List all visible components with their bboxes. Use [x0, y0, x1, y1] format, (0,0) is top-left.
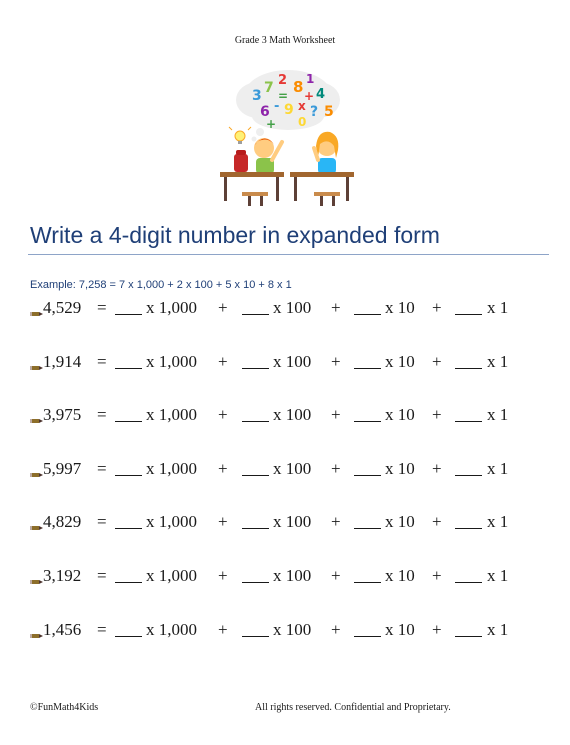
plus-sign: + — [331, 620, 341, 639]
tens-answer-blank[interactable] — [354, 298, 381, 315]
ones-term: x 1 — [487, 405, 509, 424]
problem-row — [30, 298, 550, 320]
cloud-glyph: x — [298, 99, 306, 113]
cloud-glyph: 7 — [264, 80, 274, 96]
cloud-glyph: 3 — [252, 88, 262, 104]
equals-sign: = — [97, 459, 107, 478]
problem-row — [30, 566, 550, 588]
cloud-glyph: + — [304, 89, 315, 103]
thousands-term: x 1,000 — [146, 352, 197, 371]
tens-term: x 10 — [385, 512, 415, 531]
problem-number: 3,975 — [43, 405, 82, 424]
thousands-term: x 1,000 — [146, 566, 197, 585]
equals-sign: = — [97, 512, 107, 531]
cloud-glyph: 0 — [298, 115, 307, 129]
plus-sign: + — [331, 352, 341, 371]
cloud-glyph: 8 — [293, 78, 304, 96]
cloud-glyph: 4 — [316, 87, 326, 102]
cloud-glyph: = — [278, 89, 289, 103]
cloud-glyph: 9 — [284, 102, 294, 118]
hundreds-term: x 100 — [273, 512, 312, 531]
tens-answer-blank[interactable] — [354, 566, 381, 583]
equals-sign: = — [97, 298, 107, 317]
problem-number: 1,456 — [43, 620, 82, 639]
problem-number: 3,192 — [43, 566, 82, 585]
problem-row — [30, 459, 550, 481]
pencil-icon — [30, 410, 43, 418]
hundreds-term: x 100 — [273, 352, 312, 371]
pencil-icon — [30, 571, 43, 579]
cloud-glyph: 6 — [260, 104, 270, 120]
tens-answer-blank[interactable] — [354, 352, 381, 369]
thousands-answer-blank[interactable] — [115, 298, 142, 315]
plus-sign: + — [432, 459, 442, 478]
pencil-icon — [30, 357, 43, 365]
ones-answer-blank[interactable] — [455, 459, 482, 476]
plus-sign: + — [331, 298, 341, 317]
example-line: Example: 7,258 = 7 x 1,000 + 2 x 100 + 5 x 10 + 8 x 1 — [30, 279, 292, 291]
worksheet-title: Write a 4-digit number in expanded form — [30, 222, 440, 248]
cloud-glyph: 5 — [324, 104, 334, 120]
ones-answer-blank[interactable] — [455, 620, 482, 637]
header-title: Grade 3 Math Worksheet — [234, 35, 336, 46]
hundreds-term: x 100 — [273, 405, 312, 424]
thousands-term: x 1,000 — [146, 459, 197, 478]
ones-answer-blank[interactable] — [455, 352, 482, 369]
plus-sign: + — [218, 512, 228, 531]
hundreds-answer-blank[interactable] — [242, 352, 269, 369]
plus-sign: + — [218, 298, 228, 317]
problem-row — [30, 512, 550, 534]
plus-sign: + — [331, 459, 341, 478]
tens-term: x 10 — [385, 405, 415, 424]
plus-sign: + — [432, 620, 442, 639]
plus-sign: + — [218, 566, 228, 585]
cloud-glyph: 2 — [278, 73, 288, 88]
tens-term: x 10 — [385, 298, 415, 317]
plus-sign: + — [432, 298, 442, 317]
thousands-answer-blank[interactable] — [115, 566, 142, 583]
plus-sign: + — [218, 620, 228, 639]
thousands-answer-blank[interactable] — [115, 459, 142, 476]
tens-answer-blank[interactable] — [354, 512, 381, 529]
thousands-term: x 1,000 — [146, 512, 197, 531]
ones-answer-blank[interactable] — [455, 566, 482, 583]
problem-row — [30, 620, 550, 642]
boy-at-desk — [220, 138, 284, 206]
ones-term: x 1 — [487, 459, 509, 478]
plus-sign: + — [432, 566, 442, 585]
girl-at-desk — [290, 132, 354, 206]
problem-number: 5,997 — [43, 459, 82, 478]
title-divider — [28, 254, 549, 255]
hundreds-answer-blank[interactable] — [242, 620, 269, 637]
kids-illustration — [218, 66, 358, 210]
ones-answer-blank[interactable] — [455, 512, 482, 529]
hundreds-answer-blank[interactable] — [242, 405, 269, 422]
hundreds-answer-blank[interactable] — [242, 566, 269, 583]
pencil-icon — [30, 625, 43, 633]
pencil-icon — [30, 303, 43, 311]
thousands-term: x 1,000 — [146, 405, 197, 424]
plus-sign: + — [432, 352, 442, 371]
plus-sign: + — [218, 405, 228, 424]
tens-answer-blank[interactable] — [354, 620, 381, 637]
ones-term: x 1 — [487, 620, 509, 639]
cloud-glyph: + — [266, 117, 277, 131]
ones-answer-blank[interactable] — [455, 298, 482, 315]
problem-number: 4,529 — [43, 298, 82, 317]
hundreds-answer-blank[interactable] — [242, 459, 269, 476]
plus-sign: + — [432, 405, 442, 424]
thousands-answer-blank[interactable] — [115, 620, 142, 637]
cloud-glyph: 1 — [306, 72, 315, 86]
plus-sign: + — [218, 352, 228, 371]
tens-answer-blank[interactable] — [354, 459, 381, 476]
tens-term: x 10 — [385, 352, 415, 371]
hundreds-term: x 100 — [273, 620, 312, 639]
rights-text: All rights reserved. Confidential and Proprietary. — [255, 702, 451, 713]
ones-term: x 1 — [487, 298, 509, 317]
thousands-term: x 1,000 — [146, 620, 197, 639]
equals-sign: = — [97, 566, 107, 585]
pencil-icon — [30, 464, 43, 472]
ones-term: x 1 — [487, 512, 509, 531]
equals-sign: = — [97, 620, 107, 639]
cloud-glyph: ? — [310, 104, 319, 120]
thousands-term: x 1,000 — [146, 298, 197, 317]
hundreds-term: x 100 — [273, 566, 312, 585]
ones-answer-blank[interactable] — [455, 405, 482, 422]
equals-sign: = — [97, 352, 107, 371]
ones-term: x 1 — [487, 566, 509, 585]
pencil-icon — [30, 517, 43, 525]
problem-row — [30, 405, 550, 427]
hundreds-answer-blank[interactable] — [242, 298, 269, 315]
cloud-glyph: - — [274, 99, 280, 114]
plus-sign: + — [218, 459, 228, 478]
plus-sign: + — [432, 512, 442, 531]
tens-term: x 10 — [385, 620, 415, 639]
thousands-answer-blank[interactable] — [115, 352, 142, 369]
lightbulb-icon — [229, 127, 251, 144]
hundreds-term: x 100 — [273, 298, 312, 317]
equals-sign: = — [97, 405, 107, 424]
plus-sign: + — [331, 566, 341, 585]
problem-number: 4,829 — [43, 512, 82, 531]
tens-term: x 10 — [385, 459, 415, 478]
hundreds-answer-blank[interactable] — [242, 512, 269, 529]
hundreds-term: x 100 — [273, 459, 312, 478]
ones-term: x 1 — [487, 352, 509, 371]
thousands-answer-blank[interactable] — [115, 512, 142, 529]
plus-sign: + — [331, 512, 341, 531]
tens-term: x 10 — [385, 566, 415, 585]
problem-row — [30, 352, 550, 374]
thousands-answer-blank[interactable] — [115, 405, 142, 422]
problem-number: 1,914 — [43, 352, 82, 371]
copyright-text: ©FunMath4Kids — [30, 702, 99, 713]
tens-answer-blank[interactable] — [354, 405, 381, 422]
plus-sign: + — [331, 405, 341, 424]
